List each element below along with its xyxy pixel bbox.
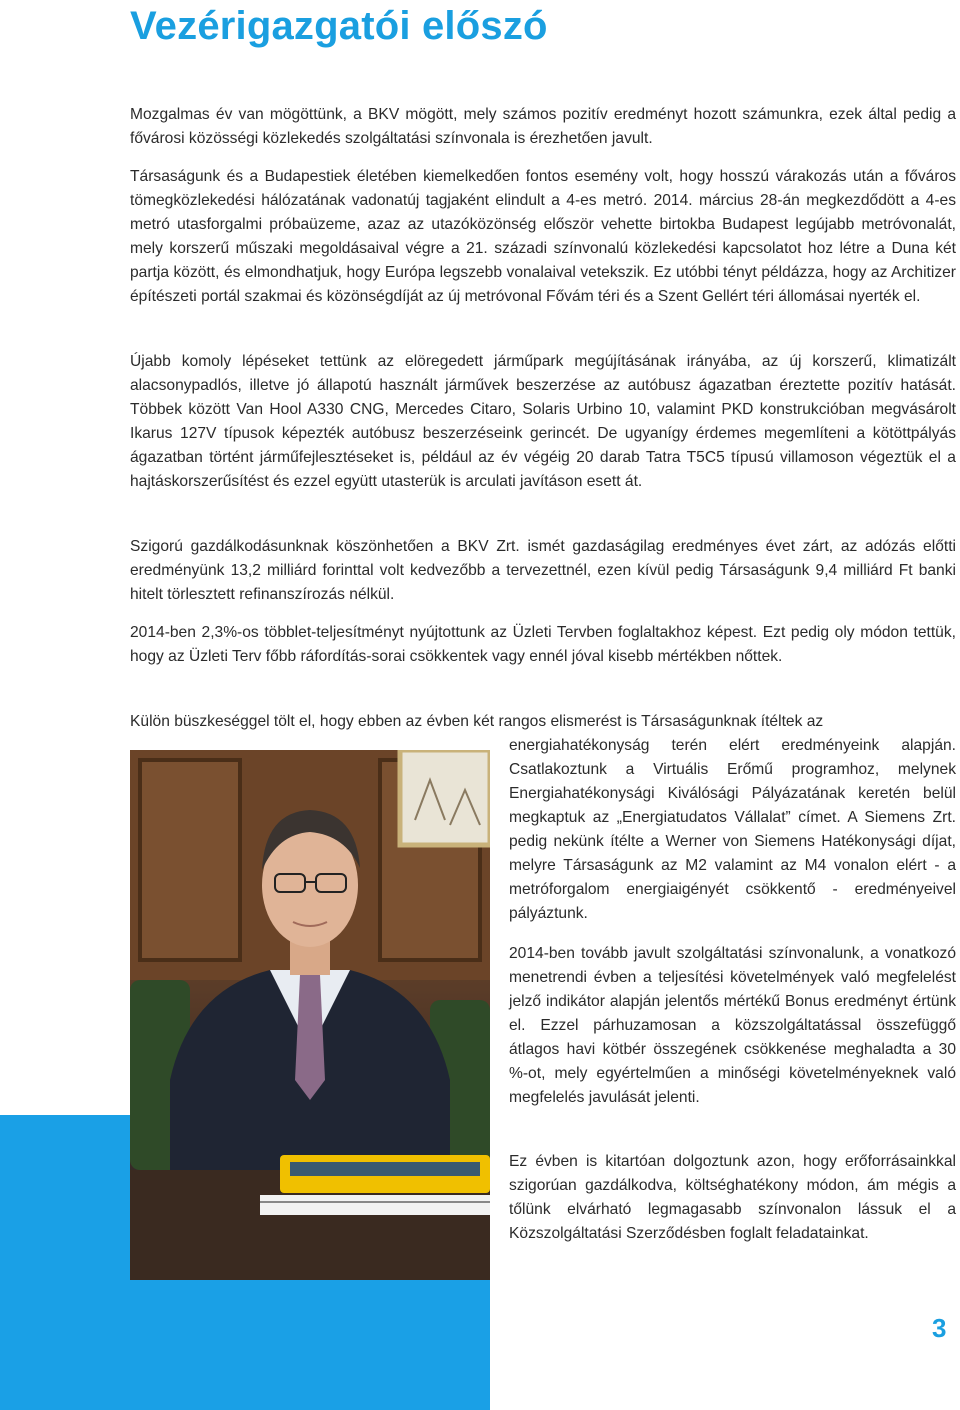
paragraph-metro: Társaságunk és a Budapestiek életében kiemelkedően fontos esemény volt, hogy hosszú várakozás után a főváros tömegközlekedési hálózatának vadonatúj tagjaként elindult a 4-es metró. 2014. március 28-án megkezdődött a 4-es metró utasforgalmi próbaüzeme, azaz az utazóközönség először vehette birtokba Budapest legújabb metróvonalát, mely korszerű műszaki megoldásaival végre a 21. századi színvonalú közlekedési kapcsolatot hoz létre a Duna két partja között, és elmondhatjuk, hogy Európa legszebb vonalaival vetekszik. Ez utóbbi tényt példázza, hogy az Architizer építészeti portál szakmai és közönségdíját az új metróvonal Fővám téri és a Szent Gellért téri állomásai nyerték el. (130, 168, 956, 305)
portrait-illustration (130, 750, 490, 1280)
paragraph-awards: energiahatékonyság terén elért eredményeink alapján. Csatlakoztunk a Virtuális Erőmű programhoz, melynek Energiahatékonysági Kiválósági Pályázatának keretén belül megkaptuk az „Energiatudatos Vállalat” címet. A Siemens Zrt. pedig nekünk ítélte a Werner von Siemens Hatékonysági díjat, melyre Társaságunk az M2 valamint az M4 vonalon elért - a metróforgalom energiaigényét csökkentő - eredményeivel pályáztunk. (509, 737, 956, 922)
page-number: 3 (932, 1313, 947, 1343)
paragraph-awards-lead: Külön büszkeséggel tölt el, hogy ebben az évben két rangos elismerést is Társaságunknak ítéltek az (130, 713, 824, 730)
page-title: Vezérigazgatói előszó (130, 4, 548, 48)
paragraph-resources: Ez évben is kitartóan dolgoztunk azon, hogy erőforrásainkkal szigorúan gazdálkodva, költséghatékony módon, ám mégis a tőlünk elvárható legmagasabb színvonalon lássuk el a Közszolgáltatási Szerződésben foglalt feladatainkat. (509, 1153, 956, 1242)
paragraph-fleet: Újabb komoly lépéseket tettünk az elöregedett járműpark megújításának irányába, az új korszerű, klimatizált alacsonypadlós, illetve jó állapotú használt járművek beszerzése az autóbusz ágazatban éreztette pozitív hatását. Többek között Van Hool A330 CNG, Mercedes Citaro, Solaris Urbino 10, valamint PKD konstrukcióban megvásárolt Ikarus 127V típusok képezték autóbusz beszerzéseink gerincét. De ugyanígy érdemes megemlíteni a kötöttpályás ágazatban történt járműfejlesztéseket is, például az év végéig 20 darab Tatra T5C5 típusú villamoson végeztük el a hajtáskorszerűsítést és ezzel együtt utasterük is arculati javításon esett át. (130, 353, 956, 490)
paragraph-intro: Mozgalmas év van mögöttünk, a BKV mögött, mely számos pozitív eredményt hozott számunkra, ezek által pedig a fővárosi közösségi közlekedés szolgáltatási színvonala is érezhetően javult. (130, 106, 956, 147)
ceo-portrait-photo (130, 750, 490, 1280)
paragraph-service-quality: 2014-ben tovább javult szolgáltatási színvonalunk, a vonatkozó menetrendi évben a teljesítési követelmények való megfelelést jelző indikátor alapján jelentős mértékű Bonus eredményt értünk el. Ezzel párhuzamosan a közszolgáltatással összefüggő átlagos havi kötbér összegének csökkenése meghaladta a 30 %-ot, mely egyértelműen a minőségi követelményeknek való megfelelés javulását jelenti. (509, 945, 956, 1106)
paragraph-finance: Szigorú gazdálkodásunknak köszönhetően a BKV Zrt. ismét gazdaságilag eredményes évet zárt, az adózás előtti eredményünk 13,2 milliárd forinttal volt kedvezőbb a tervezettnél, ezen kívül pedig Társaságunk 9,4 milliárd Ft banki hitelt törlesztett refinanszírozás nélkül. (130, 538, 956, 603)
paragraph-performance: 2014-ben 2,3%-os többlet-teljesítményt nyújtottunk az Üzleti Tervben foglaltakhoz képest. Ezt pedig oly módon tettük, hogy az Üzleti Terv főbb ráfordítás-sorai csökkentek vagy ennél jóval kisebb mértékben nőttek. (130, 624, 956, 665)
